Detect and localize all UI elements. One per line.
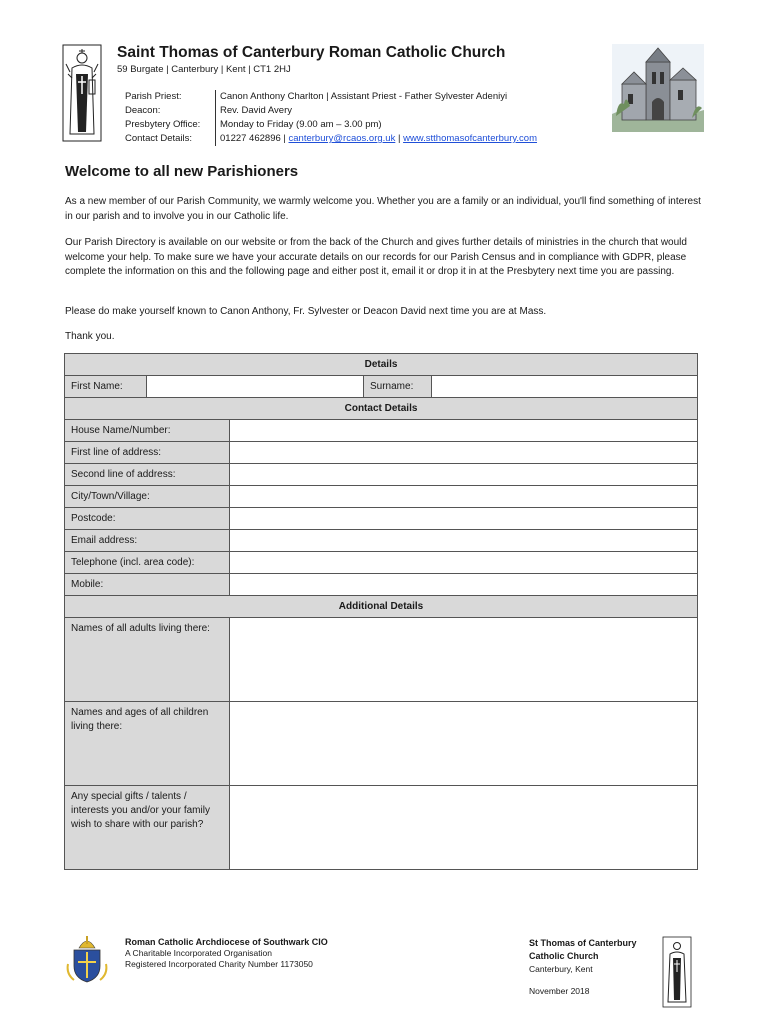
email-field[interactable]: [230, 530, 698, 552]
footer-cio-line: A Charitable Incorporated Organisation: [125, 948, 272, 958]
mobile-field[interactable]: [230, 574, 698, 596]
house-name-field[interactable]: [230, 420, 698, 442]
contact-website-link[interactable]: www.stthomasofcanterbury.com: [403, 133, 538, 144]
details-section-heading: Details: [65, 354, 698, 376]
city-label: City/Town/Village:: [65, 486, 230, 508]
first-name-label: First Name:: [65, 376, 147, 398]
info-label-contact: Contact Details:: [125, 133, 193, 144]
info-value-priest: Canon Anthony Charlton | Assistant Priest - Father Sylvester Adeniyi: [216, 90, 538, 104]
mobile-label: Mobile:: [65, 574, 230, 596]
house-name-label: House Name/Number:: [65, 420, 230, 442]
children-field[interactable]: [230, 702, 698, 786]
city-field[interactable]: [230, 486, 698, 508]
postcode-field[interactable]: [230, 508, 698, 530]
contact-email-link[interactable]: canterbury@rcaos.org.uk: [288, 133, 396, 144]
email-label: Email address:: [65, 530, 230, 552]
surname-field[interactable]: [432, 376, 698, 398]
address-line-2-label: Second line of address:: [65, 464, 230, 486]
contact-phone: 01227 462896 |: [220, 133, 286, 144]
welcome-thank-you: Thank you.: [65, 331, 115, 342]
welcome-paragraph-1: As a new member of our Parish Community, we warmly welcome you. Whether you are a family or an individual, you'll find something of interest in our parish and to involve you in our Catholic life.: [65, 196, 701, 222]
st-thomas-footer-logo: [662, 936, 692, 1008]
welcome-heading: Welcome to all new Parishioners: [65, 163, 299, 180]
adults-label: Names of all adults living there:: [65, 618, 230, 702]
footer-date: November 2018: [529, 986, 590, 996]
info-value-office: Monday to Friday (9.00 am – 3.00 pm): [216, 118, 538, 132]
footer-charity-number: Registered Incorporated Charity Number 1173050: [125, 959, 313, 969]
telephone-label: Telephone (incl. area code):: [65, 552, 230, 574]
info-label-office: Presbytery Office:: [125, 119, 201, 130]
church-illustration: [612, 44, 704, 132]
info-label-deacon: Deacon:: [125, 105, 161, 116]
footer-church-place: Canterbury, Kent: [529, 964, 593, 974]
clergy-info: [125, 90, 537, 146]
footer-archdiocese: [125, 937, 328, 970]
footer-archdiocese-title: Roman Catholic Archdiocese of Southwark CIO: [125, 937, 328, 947]
postcode-label: Postcode:: [65, 508, 230, 530]
church-address: 59 Burgate | Canterbury | Kent | CT1 2HJ: [117, 64, 291, 75]
address-line-1-label: First line of address:: [65, 442, 230, 464]
adults-field[interactable]: [230, 618, 698, 702]
welcome-paragraph-2: Our Parish Directory is available on our website or from the back of the Church and gives further details of ministries in the church that would welcome your help. To make sure we have your accurate details on our records for our Parish Census and in compliance with GDPR, please complete the information on this and the following page and either post it, email it or drop it in at the Presbytery next time you are passing.: [65, 237, 687, 277]
children-label: Names and ages of all children living there:: [65, 702, 230, 786]
address-line-2-field[interactable]: [230, 464, 698, 486]
address-line-1-field[interactable]: [230, 442, 698, 464]
archdiocese-crest-logo: [66, 934, 108, 984]
church-name: Saint Thomas of Canterbury Roman Catholic Church: [117, 44, 506, 61]
gifts-label: Any special gifts / talents / interests you and/or your family wish to share with our parish?: [65, 786, 230, 870]
welcome-paragraph-3: Please do make yourself known to Canon Anthony, Fr. Sylvester or Deacon David next time you are at Mass.: [65, 306, 547, 317]
info-value-contact: [216, 132, 538, 146]
st-thomas-logo: [62, 44, 102, 142]
surname-label: Surname:: [364, 376, 432, 398]
first-name-field[interactable]: [147, 376, 364, 398]
info-value-deacon: Rev. David Avery: [216, 104, 538, 118]
parishioner-form: [64, 353, 698, 870]
footer-church-title-1: St Thomas of Canterbury: [529, 938, 637, 948]
gifts-field[interactable]: [230, 786, 698, 870]
footer-church-title-2: Catholic Church: [529, 951, 599, 961]
telephone-field[interactable]: [230, 552, 698, 574]
additional-section-heading: Additional Details: [65, 596, 698, 618]
info-label-priest: Parish Priest:: [125, 91, 182, 102]
contact-separator: |: [397, 133, 401, 144]
footer-church: [529, 937, 637, 976]
contact-section-heading: Contact Details: [65, 398, 698, 420]
